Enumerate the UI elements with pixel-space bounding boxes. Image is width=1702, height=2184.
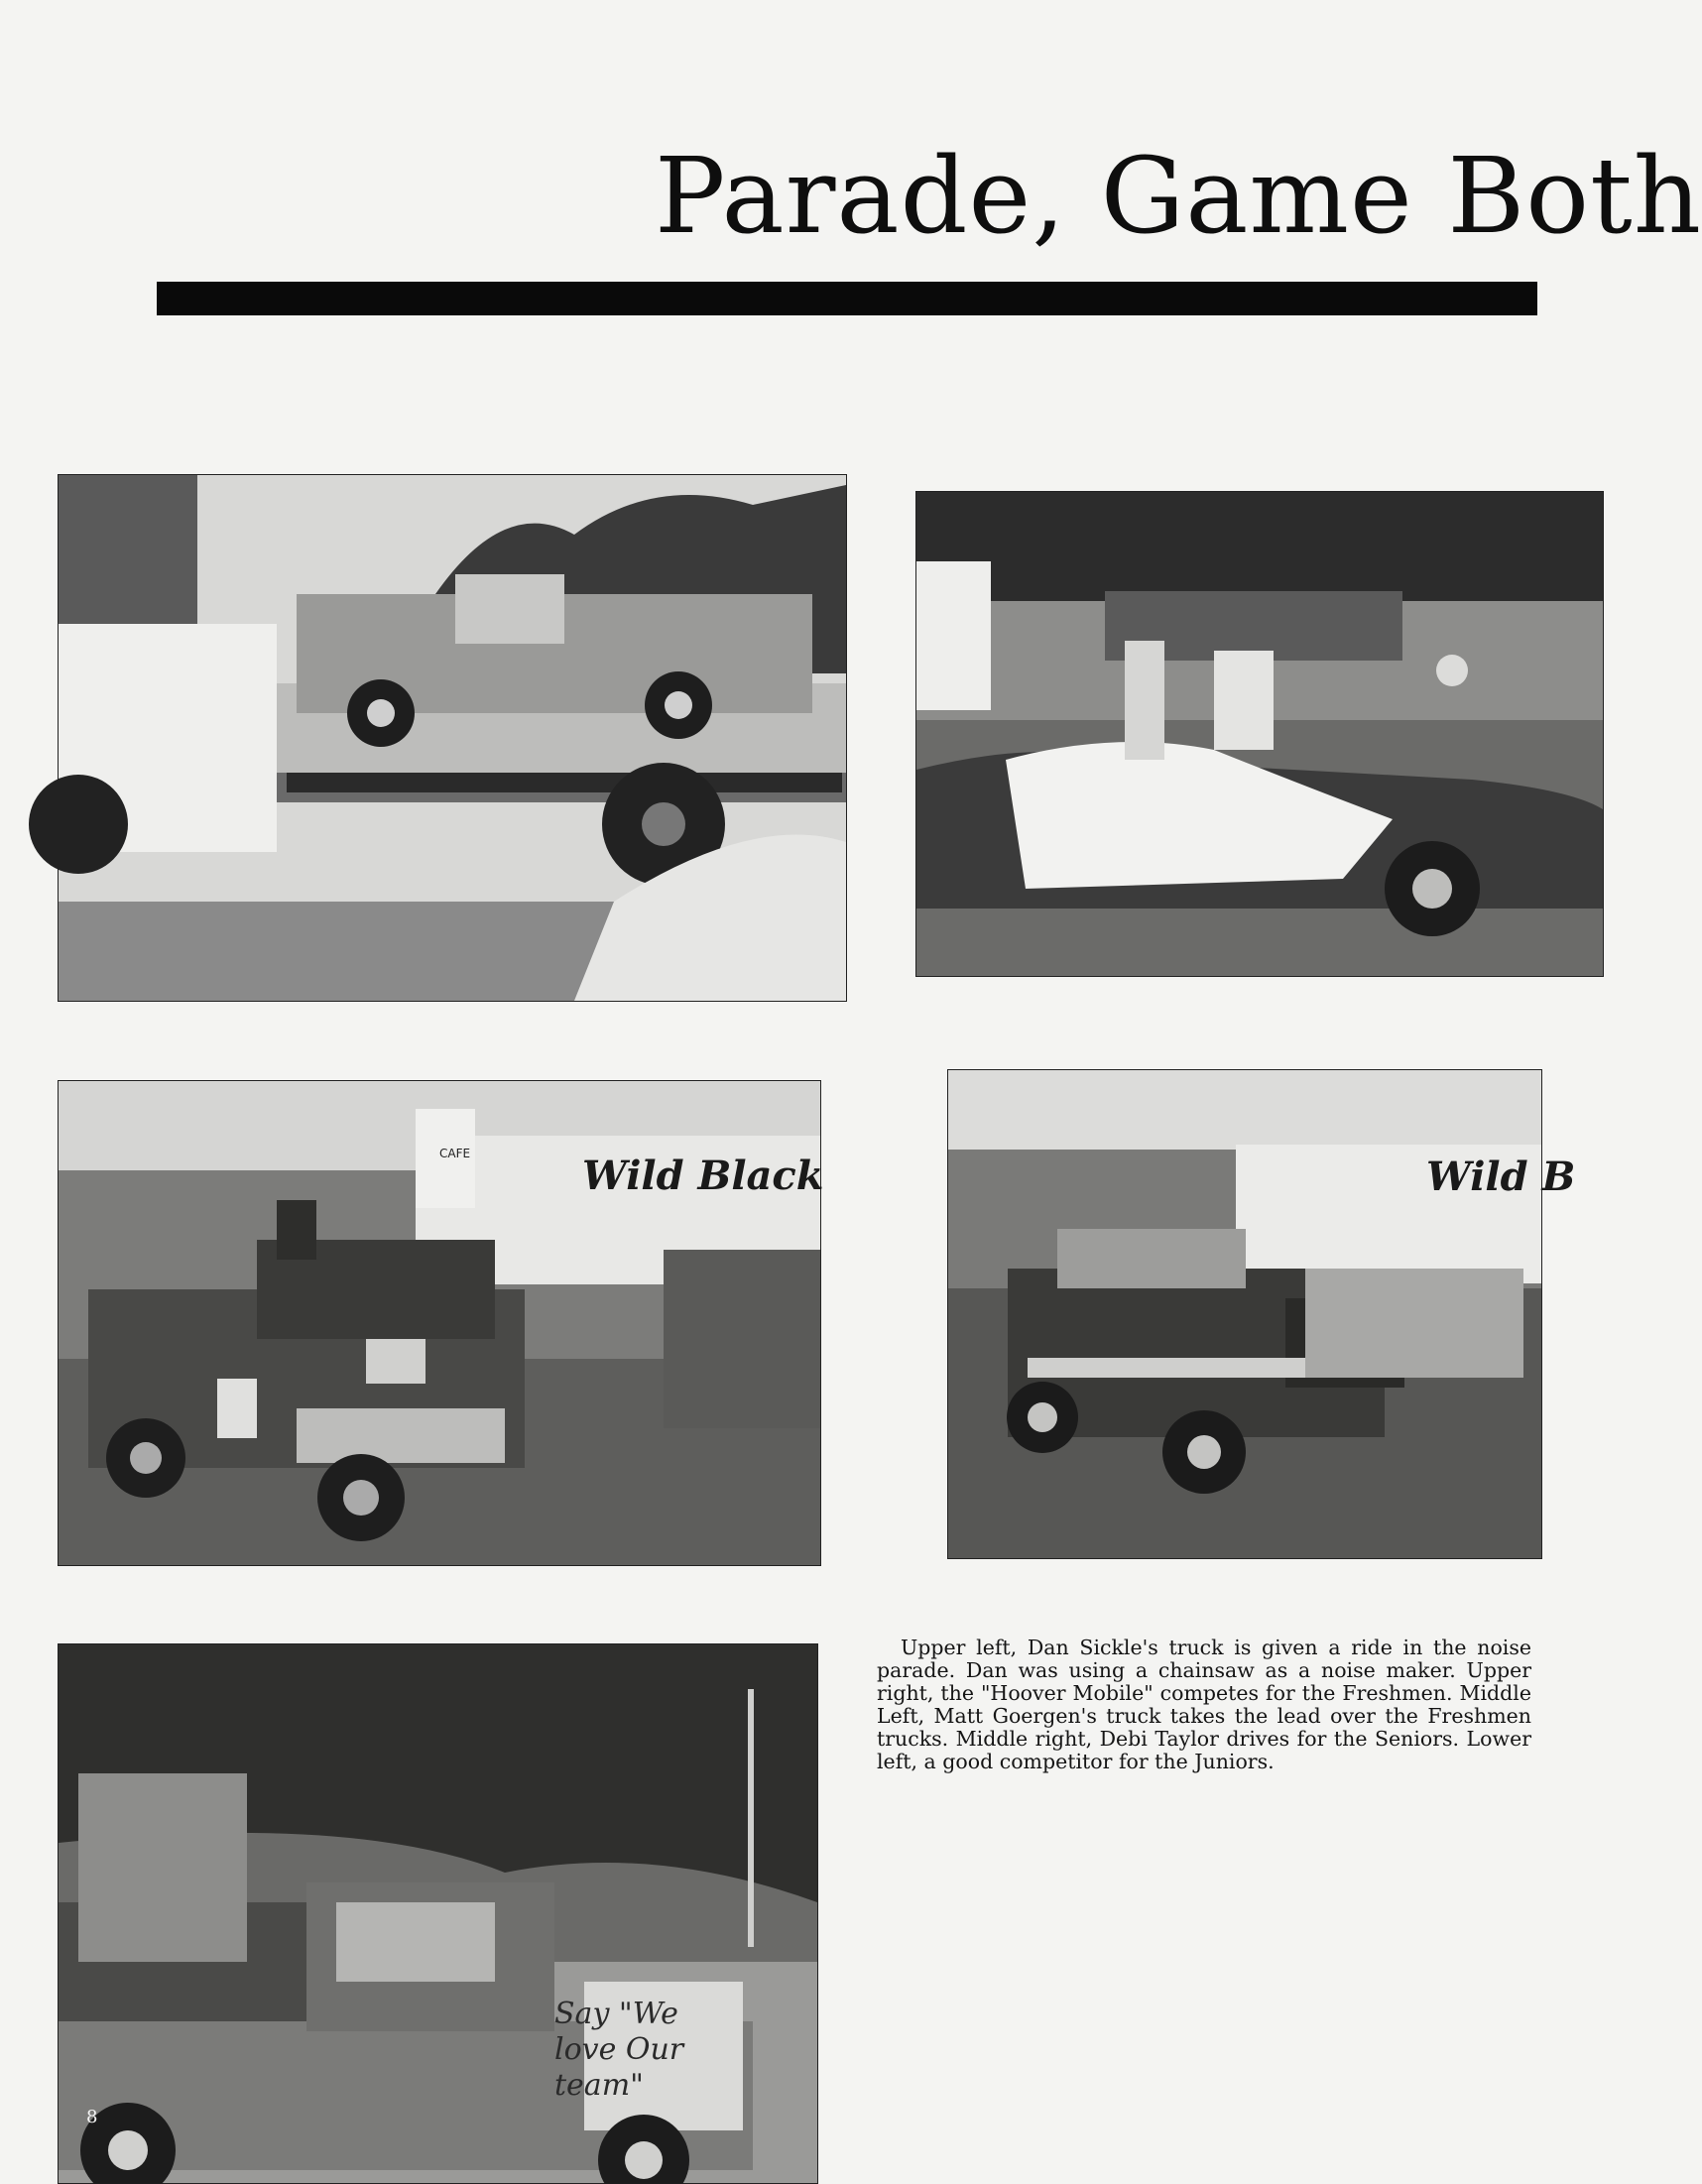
- truck-slogan: Say "We love Our team": [554, 1997, 684, 2103]
- upper-left-photo: [58, 474, 847, 1002]
- middle-left-photo: [58, 1080, 824, 1566]
- upper-right-photo-image: [916, 492, 1603, 976]
- middle-right-photo: [947, 1069, 1576, 1559]
- caption-text: Upper left, Dan Sickle's truck is given a ride in the noise parade. Dan was using a chainsaw as a noise maker. Upper right, the "Hoover Mobile" competes for the Freshmen. Middle Left, Matt Goergen's truck takes the lead over the Freshmen trucks. Middle right, Debi Taylor drives for the Seniors. Lower left, a good competitor for the Juniors.: [877, 1636, 1531, 1773]
- photo-caption: [877, 1637, 1531, 1773]
- page-number: 8: [86, 2107, 98, 2127]
- middle-right-photo-image: [948, 1070, 1541, 1558]
- page-title: Parade, Game Both: [655, 135, 1702, 257]
- title-rule: [157, 282, 1537, 315]
- upper-left-photo-image: [59, 475, 846, 1001]
- sign-wild-b: Wild B: [1426, 1153, 1576, 1200]
- sign-wild-black: Wild Black: [582, 1153, 824, 1199]
- upper-right-photo: [915, 491, 1604, 977]
- lower-left-photo: [58, 1643, 818, 2184]
- sign-cafe: CAFE: [439, 1147, 471, 1160]
